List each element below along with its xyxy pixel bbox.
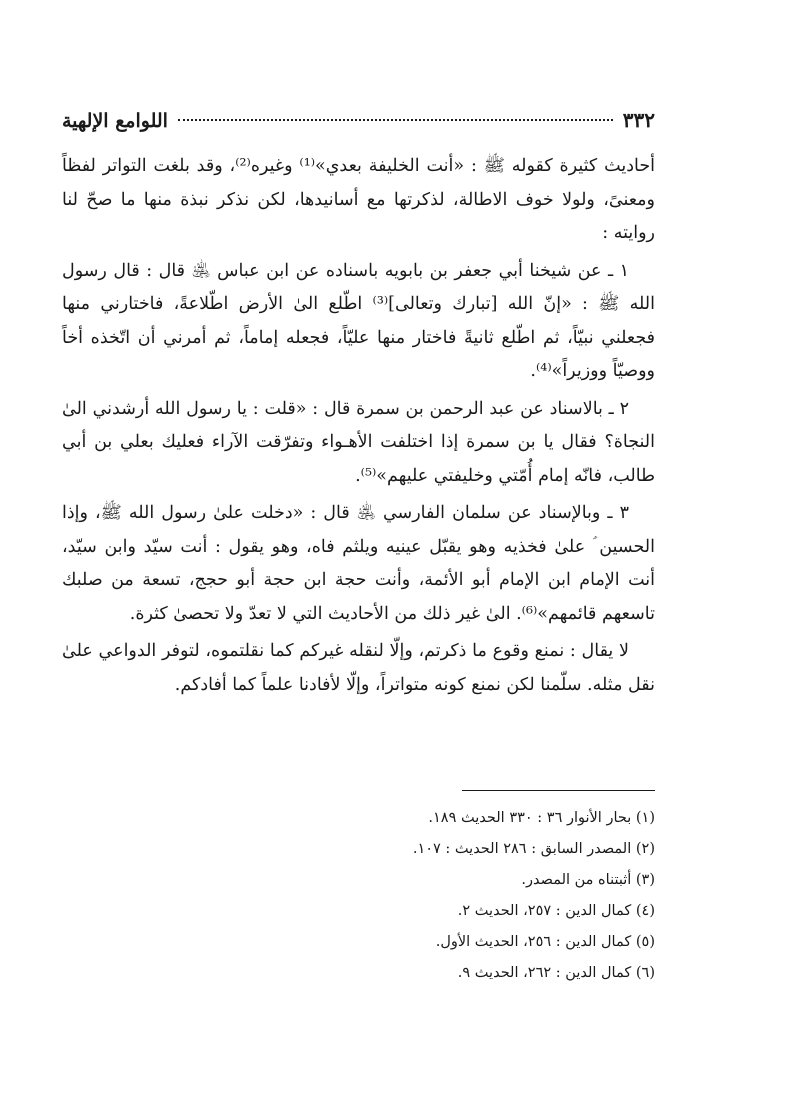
paragraph-hadith-3: ٣ ـ وبالإسناد عن سلمان الفارسي ﵁ قال : «دخلت علىٰ رسول الله ﷺ، وإذا الحسين ؑ علىٰ فخذيه وهو يقبّل عينيه ويلثم فاه، وهو يقول : أنت سيّد وابن سيّد، أنت الإمام ابن الإمام أبو الأئمة، وأنت حجة ابن حجة أبو حجج، تسعة من صلبك تاسعهم قائمهم»⁽⁶⁾. الىٰ غير ذلك من الأحاديث التي لا تعدّ ولا تحصىٰ كثرة.: [62, 503, 655, 624]
footnotes: [62, 803, 655, 989]
paragraph-objection: لا يقال : نمنع وقوع ما ذكرتم، وإلّا لنقله غيركم كما نقلتموه، لتوفر الدواعي علىٰ نقل مثله. سلّمنا لكن نمنع كونه متواتراً، وإلّا لأفادنا علماً كما أفادكم.: [62, 641, 655, 695]
footnote-1: (١) بحار الأنوار ٣٦ : ٣٣٠ الحديث ١٨٩.: [428, 810, 655, 826]
main-text: [62, 150, 655, 706]
footnote-4: (٤) كمال الدين : ٢٥٧، الحديث ٢.: [457, 903, 655, 919]
footnote-3: (٣) أثبتناه من المصدر.: [521, 872, 655, 888]
footnote-2: (٢) المصدر السابق : ٢٨٦ الحديث : ١٠٧.: [412, 841, 655, 857]
page-number: ٣٣٢: [622, 108, 655, 132]
header-dot-leader: [178, 119, 613, 121]
running-title: اللوامع الإلهية: [62, 110, 168, 132]
footnote-separator: [462, 790, 655, 791]
running-header: [62, 108, 655, 132]
footnote-6: (٦) كمال الدين : ٢٦٢، الحديث ٩.: [457, 965, 655, 981]
paragraph-hadith-2: ٢ ـ بالاسناد عن عبد الرحمن بن سمرة قال : «قلت : يا رسول الله أرشدني الىٰ النجاة؟ فقال يا بن سمرة إذا اختلفت الأهـواء وتفرّقت الآراء فعليك بعلي بن أبي طالب، فانّه إمام أُمّتي وخليفتي عليهم»⁽⁵⁾.: [62, 398, 655, 486]
footnote-5: (٥) كمال الدين : ٢٥٦، الحديث الأول.: [435, 934, 655, 950]
paragraph-hadith-1: ١ ـ عن شيخنا أبي جعفر بن بابويه باسناده عن ابن عباس ﵁ قال : قال رسول الله ﷺ : «إنّ الله [تبارك وتعالى]⁽³⁾ اطّلع الىٰ الأرض اطّلاعةً، فاختارني منها فجعلني نبيّاً، ثم اطّلع ثانيةً فاختار منها عليّاً، فجعله إماماً، ثم أمرني أن اتّخذه أخاً ووصيّاً ووزيراً»⁽⁴⁾.: [62, 260, 655, 381]
paragraph-intro: أحاديث كثيرة كقوله ﷺ : «أنت الخليفة بعدي»⁽¹⁾ وغيره⁽²⁾، وقد بلغت التواتر لفظاً ومعنىً، ولولا خوف الاطالة، لذكرتها مع أسانيدها، لكن نذكر نبذة منها ما صحّ لنا روايته :: [62, 156, 655, 243]
